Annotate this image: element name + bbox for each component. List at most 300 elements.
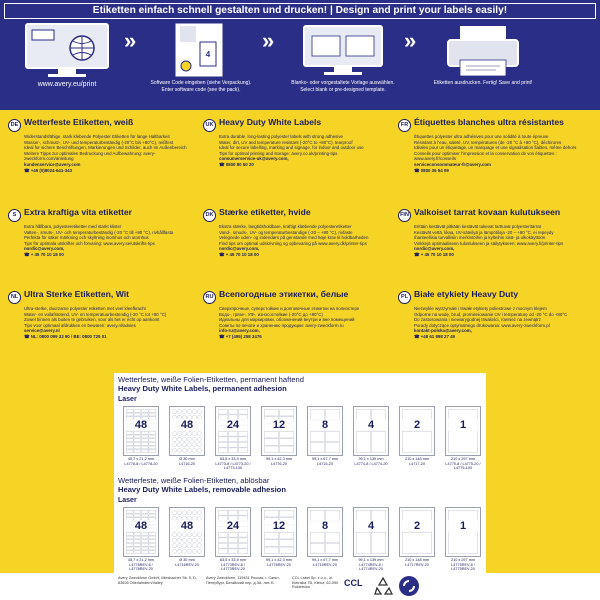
feature-bullet: Do zastosowania i niewiarygodnej trwałości, również na zewnątrz <box>414 317 541 323</box>
label-cell <box>149 442 156 445</box>
label-cell <box>134 532 141 535</box>
label-cell <box>182 511 186 515</box>
label-cell <box>264 532 278 539</box>
label-cell <box>192 410 196 414</box>
label-cell <box>149 547 156 550</box>
step-software-code <box>146 22 256 106</box>
step-choose-template <box>288 22 398 106</box>
label-grid <box>170 508 204 556</box>
label-cell <box>238 510 247 515</box>
label-cell <box>238 409 247 414</box>
country-code-badge: S <box>8 209 21 222</box>
ccl-logo: CCL <box>344 578 363 588</box>
labels-per-sheet: 12 <box>262 520 296 532</box>
sheet-row <box>114 505 486 579</box>
label-cell <box>264 510 278 517</box>
contact-email[interactable]: kontakt-polska@avery.com, <box>414 328 472 334</box>
label-size: 210 x 297 mm <box>450 457 476 461</box>
label-cell <box>192 544 196 548</box>
label-cell <box>448 409 477 452</box>
label-cell <box>238 442 247 447</box>
label-cell <box>218 543 227 548</box>
label-cell <box>134 413 141 416</box>
labels-per-sheet: 8 <box>308 419 342 431</box>
label-cell <box>126 514 133 517</box>
country-code-badge: UK <box>203 119 216 132</box>
label-size: 99,1 x 139 mm <box>358 457 384 461</box>
label-cell <box>187 533 191 537</box>
label-sheet <box>307 507 343 557</box>
label-cell <box>218 538 227 543</box>
language-block-de <box>8 118 201 173</box>
label-cell <box>182 432 186 436</box>
contact-email[interactable]: consumerservice-uk@avery.com, <box>219 156 289 162</box>
label-cell <box>141 540 148 543</box>
product-info <box>350 558 392 572</box>
product-codes: L4716-20 <box>178 461 196 466</box>
labels-per-sheet: 8 <box>308 520 342 532</box>
label-grid <box>446 508 480 556</box>
country-code-badge: FIN <box>398 209 411 222</box>
label-cell <box>149 510 156 513</box>
label-cell <box>371 431 385 452</box>
label-cell <box>228 549 237 554</box>
label-sheet <box>215 406 251 456</box>
label-size: 63,5 x 33,9 mm <box>219 457 247 461</box>
label-size: Ø 30 mm <box>179 457 195 461</box>
label-cell <box>192 549 196 553</box>
label-cell <box>149 413 156 416</box>
label-grid <box>124 508 158 556</box>
label-cell <box>149 446 156 449</box>
contact-email[interactable]: service@avery.nl <box>24 328 60 334</box>
contact-phone: ☎ + 45 70 10 18 00 <box>24 251 64 257</box>
feature-bullet: Velegnede uden- og indendørs på genstande med høje krav til holdbarheden <box>219 235 369 241</box>
product-codes: L4778REV-8 / L4778REV-20 <box>129 562 153 572</box>
feature-bullet: Tips voor optimaal afdrukken en bewaren: avery.nl/advies <box>24 322 136 328</box>
feature-bullet: Weitere Tipps zur optimalen Bedruckung und Aufbewahrung: avery-zweckform.com/anleitung <box>24 150 156 162</box>
label-grid <box>170 407 204 455</box>
label-cell <box>134 446 141 449</box>
labels-per-sheet: 2 <box>400 419 434 431</box>
label-cell <box>172 437 176 441</box>
svg-text:4: 4 <box>205 50 211 59</box>
contact-email[interactable]: serviceconsommateur-fr@avery.com <box>414 161 491 167</box>
label-cell <box>218 448 227 453</box>
label-cell <box>172 544 176 548</box>
feature-bullet: Идеальны для маркировки, обозначений внутри и вне помещений <box>219 317 355 323</box>
label-cell <box>126 532 133 535</box>
contact-email[interactable]: nordic@avery.com, <box>24 246 65 252</box>
label-cell <box>149 439 156 442</box>
label-cell <box>238 448 247 453</box>
label-cell <box>172 511 176 515</box>
language-title: Valkoiset tarrat kovaan kulutukseen <box>414 207 561 217</box>
label-cell <box>197 437 201 441</box>
recycle-icon <box>372 575 394 597</box>
label-cell <box>141 543 148 546</box>
product-info <box>166 558 208 567</box>
language-title: Extra kraftiga vita etiketter <box>24 207 132 217</box>
contact-email[interactable]: nordic@avery.com, <box>414 246 455 252</box>
label-cell <box>264 540 278 547</box>
contact-phone: ☎ NL: 0800 099 33 90 / BE: 0800 725 01 <box>24 333 107 339</box>
label-size: 210 x 297 mm <box>450 558 476 562</box>
label-cell <box>134 514 141 517</box>
table-title-de: Wetterfeste, weiße Folien-Etiketten, ablösbar <box>118 476 270 485</box>
label-grid <box>262 508 296 556</box>
feature-bullet: Water, dirt, UV and temperature resistant (-20°C to +80°C), tearproof <box>219 139 353 145</box>
label-cell <box>187 410 191 414</box>
label-cell <box>238 431 247 436</box>
label-cell <box>218 437 227 442</box>
label-cell <box>126 409 133 412</box>
feature-bullet: Tips för optimala utskrifter och förvaring: www.avery.se/utskrifts-tips <box>24 240 155 246</box>
label-sheet <box>123 507 159 557</box>
product-info <box>258 457 300 466</box>
labels-per-sheet: 48 <box>124 419 158 431</box>
feature-bullet: Conseils pour optimiser l’impression et la conservation de vos étiquettes : www.avery.fr/conseils <box>414 150 557 162</box>
product-codes: L4775-8 / L4775-20 / L4775-100 <box>445 461 481 471</box>
label-cell <box>149 435 156 438</box>
label-cell <box>177 544 181 548</box>
label-cell <box>182 410 186 414</box>
step-software-code-caption: Software Code eingeben (siehe Verpackung). Enter software code (see the pack). <box>150 80 252 93</box>
label-cell <box>149 543 156 546</box>
label-cell <box>310 442 324 452</box>
label-grid <box>216 508 250 556</box>
product-codes: L4775REV-8 / L4775REV-20 <box>451 562 475 572</box>
label-sheet <box>445 406 481 456</box>
feature-bullet: Étiquettes polyester ultra adhésives pour une solidité à toute épreuve <box>414 134 549 139</box>
label-cell <box>141 409 148 412</box>
label-cell <box>126 540 133 543</box>
feature-bullet: Советы по печати и хранению продукции: avery-zweckform.ru <box>219 322 344 328</box>
label-cell <box>126 439 133 442</box>
label-cell <box>218 549 227 554</box>
label-cell <box>149 536 156 539</box>
label-cell <box>238 549 247 554</box>
label-cell <box>182 544 186 548</box>
language-body <box>414 134 591 173</box>
feature-bullet: Zowel binnen als buiten te gebruiken, voor als het er écht op aankomt <box>24 317 160 323</box>
feature-bullet: Odporne na wodę, brud, promieniowanie UV i temperaturę od -20 °C do +80°C <box>414 311 568 317</box>
label-cell <box>126 450 133 453</box>
label-cell <box>126 413 133 416</box>
language-title: Étiquettes blanches ultra résistantes <box>414 117 564 127</box>
label-grid <box>308 508 342 556</box>
label-cell <box>325 532 339 542</box>
product-codes: L4774-8 / L4774-20 <box>354 461 388 466</box>
labels-per-sheet: 48 <box>170 419 204 431</box>
label-cell <box>182 448 186 452</box>
label-cell <box>126 536 133 539</box>
label-grid <box>216 407 250 455</box>
label-cell <box>182 533 186 537</box>
language-title: Ultra Sterke Etiketten, Wit <box>24 289 129 299</box>
label-cell <box>141 413 148 416</box>
template-icon <box>298 22 388 78</box>
product-codes: L4717REV-20 <box>405 562 429 567</box>
label-cell <box>187 448 191 452</box>
label-cell <box>192 448 196 452</box>
label-sheet <box>445 507 481 557</box>
label-cell <box>279 439 293 446</box>
label-size: 99,1 x 67,7 mm <box>311 457 339 461</box>
label-cell <box>134 547 141 550</box>
feature-bullet: Kestävät vettä, likaa, UV-säteilyä ja lämpötiloja -20 – +80 °C, ei repeydy <box>414 229 554 235</box>
chevron-right-icon: » <box>124 28 137 53</box>
label-cell <box>126 551 133 554</box>
label-cell <box>182 443 186 447</box>
contact-phone: ☎ +48 61 898 27 49 <box>414 333 455 339</box>
labels-per-sheet: 24 <box>216 520 250 532</box>
label-cell <box>134 543 141 546</box>
feature-bullet: Find tips om optimal udskrivning og opbevaring på www.avery.dk/printer-tips <box>219 240 367 246</box>
label-cell <box>182 538 186 542</box>
language-title: Stærke etiketter, hvide <box>219 207 311 217</box>
label-cell <box>197 544 201 548</box>
label-cell <box>228 448 237 453</box>
label-cell <box>177 538 181 542</box>
label-cell <box>264 431 278 438</box>
label-cell <box>197 538 201 542</box>
feature-bullet: Perfekta för säker märkning och skyltning inomhus och utomhus <box>24 235 149 241</box>
label-cell <box>228 510 237 515</box>
language-body <box>219 306 396 340</box>
contact-email[interactable]: nordic@avery.com, <box>219 246 260 252</box>
product-info <box>120 558 162 572</box>
feature-bullet: Erittäin kestävät pitkään kestävät tukevat tarttuvat polyesteritarrat <box>414 224 541 229</box>
language-title: Heavy Duty White Labels <box>219 117 322 127</box>
labels-per-sheet: 12 <box>262 419 296 431</box>
feature-bullet: Vatten-, smuts-, UV- och temperaturbeständig (-20 °C till +80 °C), rivhållfasta <box>24 229 174 235</box>
label-cell <box>126 435 133 438</box>
label-cell <box>177 432 181 436</box>
label-sheet <box>261 406 297 456</box>
label-grid <box>400 407 434 455</box>
contact-phone: ☎ + 45 70 10 18 00 <box>219 251 259 257</box>
product-codes: L4715-20 <box>316 461 334 466</box>
product-table <box>114 373 486 478</box>
language-body <box>24 306 201 340</box>
label-cell <box>218 510 227 515</box>
label-cell <box>149 540 156 543</box>
language-header <box>398 118 591 132</box>
monitor-icon <box>22 22 112 78</box>
label-cell <box>177 443 181 447</box>
footer-address: CCL Label Sp. z o.o., ul. Kleinska 7B, Kielcz, 62-090 Rokietnica <box>292 576 339 590</box>
label-cell <box>228 442 237 447</box>
label-cell <box>279 532 293 539</box>
chevron-right-icon: » <box>262 28 275 53</box>
label-sheet <box>399 507 435 557</box>
label-cell <box>187 443 191 447</box>
label-cell <box>197 533 201 537</box>
product-info <box>304 457 346 466</box>
labels-per-sheet: 1 <box>446 419 480 431</box>
label-cell <box>141 450 148 453</box>
label-cell <box>177 533 181 537</box>
language-header <box>8 118 201 132</box>
language-title: Всепогодные этикетки, белые <box>219 289 349 299</box>
label-sheet-icon <box>156 22 246 78</box>
language-body <box>24 134 201 173</box>
language-header <box>203 208 396 222</box>
label-cell <box>177 511 181 515</box>
product-info <box>258 558 300 567</box>
label-cell <box>182 437 186 441</box>
product-table-header <box>114 373 486 395</box>
label-cell <box>279 446 293 453</box>
label-cell <box>192 443 196 447</box>
product-info <box>396 558 438 567</box>
label-grid <box>446 407 480 455</box>
label-cell <box>238 532 247 537</box>
label-cell <box>228 538 237 543</box>
label-cell <box>218 409 227 414</box>
contact-phone: ☎ +7 (495) 258 3476 <box>219 333 262 339</box>
language-header <box>398 290 591 304</box>
feature-bullet: Vinkkejä optimaaliseen tulostukseen ja säilytykseen: www.avery.fi/printer-tips <box>414 240 564 246</box>
label-size: 210 x 148 mm <box>404 457 430 461</box>
footer-address: Avery Zweckform, 119451 Россия, г. Санкт-Петербург, Батайский пер. д.3А, лит. Б <box>206 576 281 585</box>
label-cell <box>134 431 141 434</box>
label-cell <box>141 446 148 449</box>
step-choose-template-caption: Blanko- oder vorgestaltete Vorlage auswählen. Select blank or pre-designed template. <box>291 80 395 93</box>
feature-bullet: Ultra-sterke, duurzame polyester etiketten met veel kleefkracht <box>24 306 146 311</box>
label-cell <box>192 432 196 436</box>
label-cell <box>197 549 201 553</box>
product-info <box>442 457 484 471</box>
label-grid <box>262 407 296 455</box>
label-cell <box>264 446 278 453</box>
label-cell <box>279 510 293 517</box>
label-grid <box>354 508 388 556</box>
country-code-badge: RU <box>203 291 216 304</box>
product-codes: L4774REV-8 / L4774REV-20 <box>359 562 383 572</box>
print-method-label: Laser <box>118 497 137 504</box>
label-cell <box>228 409 237 414</box>
label-sheet <box>399 406 435 456</box>
label-cell <box>141 439 148 442</box>
label-cell <box>310 532 324 542</box>
product-codes: L4773REV-8 / L4773REV-20 <box>221 562 245 572</box>
language-header <box>8 290 201 304</box>
language-body <box>219 134 396 168</box>
label-cell <box>371 532 385 553</box>
label-sheet <box>215 507 251 557</box>
feature-bullet: Wasser-, schmutz-, UV- und temperaturbeständig (-20°C bis +80°C), reißfest <box>24 139 174 145</box>
label-grid <box>124 407 158 455</box>
feature-bullet: Tips for optimal printing and storage: avery.co.uk/printing-tips <box>219 150 338 156</box>
product-codes: L4717-20 <box>408 461 426 466</box>
label-cell <box>126 510 133 513</box>
contact-email[interactable]: kundenservice@avery.com <box>24 161 81 167</box>
label-sheet <box>261 507 297 557</box>
label-cell <box>172 549 176 553</box>
language-body <box>219 224 396 258</box>
footer <box>0 573 600 600</box>
label-cell <box>192 511 196 515</box>
label-sheet <box>123 406 159 456</box>
labels-per-sheet: 24 <box>216 419 250 431</box>
label-cell <box>238 538 247 543</box>
language-block-dk <box>203 208 396 258</box>
label-cell <box>228 437 237 442</box>
label-cell <box>192 533 196 537</box>
label-cell <box>402 431 431 452</box>
product-codes: L4776-20 <box>270 461 288 466</box>
label-cell <box>187 538 191 542</box>
label-sheet <box>169 406 205 456</box>
label-cell <box>177 549 181 553</box>
country-code-badge: PL <box>398 291 411 304</box>
step-print <box>428 22 538 106</box>
labels-per-sheet: 4 <box>354 520 388 532</box>
language-block-s <box>8 208 201 258</box>
product-codes: L4716REV-20 <box>175 562 199 567</box>
feature-bullet: Water- en vuilafstotend, UV- en temperatuurbestendig (-20 °C tot +80 °C) <box>24 311 167 317</box>
product-codes: L4773-8 / L4773-20 / L4773-100 <box>215 461 251 471</box>
label-sheet <box>169 507 205 557</box>
language-block-fin <box>398 208 591 258</box>
label-cell <box>192 437 196 441</box>
product-info <box>212 457 254 471</box>
label-cell <box>228 532 237 537</box>
product-info <box>212 558 254 572</box>
label-cell <box>141 514 148 517</box>
language-header <box>203 290 396 304</box>
product-info <box>350 457 392 466</box>
label-cell <box>356 431 370 452</box>
language-title: Białe etykiety Heavy Duty <box>414 289 519 299</box>
label-cell <box>149 551 156 554</box>
instructions-header <box>0 0 600 110</box>
feature-bullet: Ideal for secure labelling, marking and signage, for indoor and outdoor use <box>219 145 364 151</box>
label-cell <box>197 448 201 452</box>
label-cell <box>197 432 201 436</box>
contact-email[interactable]: info-ru@avery.com, <box>219 328 260 334</box>
label-cell <box>126 446 133 449</box>
label-cell <box>325 543 339 553</box>
label-cell <box>141 536 148 539</box>
country-code-badge: FR <box>398 119 411 132</box>
label-cell <box>197 511 201 515</box>
label-cell <box>228 543 237 548</box>
label-cell <box>134 536 141 539</box>
label-size: 63,5 x 33,9 mm <box>219 558 247 562</box>
product-codes: L4778-8 / L4778-20 <box>124 461 158 466</box>
website-url: www.avery.eu/print <box>37 81 97 88</box>
step-website <box>12 22 122 106</box>
label-cell <box>141 510 148 513</box>
product-info <box>120 457 162 466</box>
labels-per-sheet: 48 <box>170 520 204 532</box>
printer-icon <box>438 22 528 78</box>
label-cell <box>134 450 141 453</box>
sheet-row <box>114 404 486 478</box>
label-sheet <box>353 406 389 456</box>
label-cell <box>310 543 324 553</box>
label-cell <box>172 448 176 452</box>
feature-bullet: Vand-, smuds-, UV- og temperaturbestandige (-20 – +80 °C), rivfaste <box>219 229 353 235</box>
label-size: 99,1 x 42,3 mm <box>265 457 293 461</box>
print-method-label: Laser <box>118 396 137 403</box>
table-title-en: Heavy Duty White Labels, permanent adhesion <box>118 384 287 393</box>
label-cell <box>134 510 141 513</box>
language-body <box>414 224 591 258</box>
